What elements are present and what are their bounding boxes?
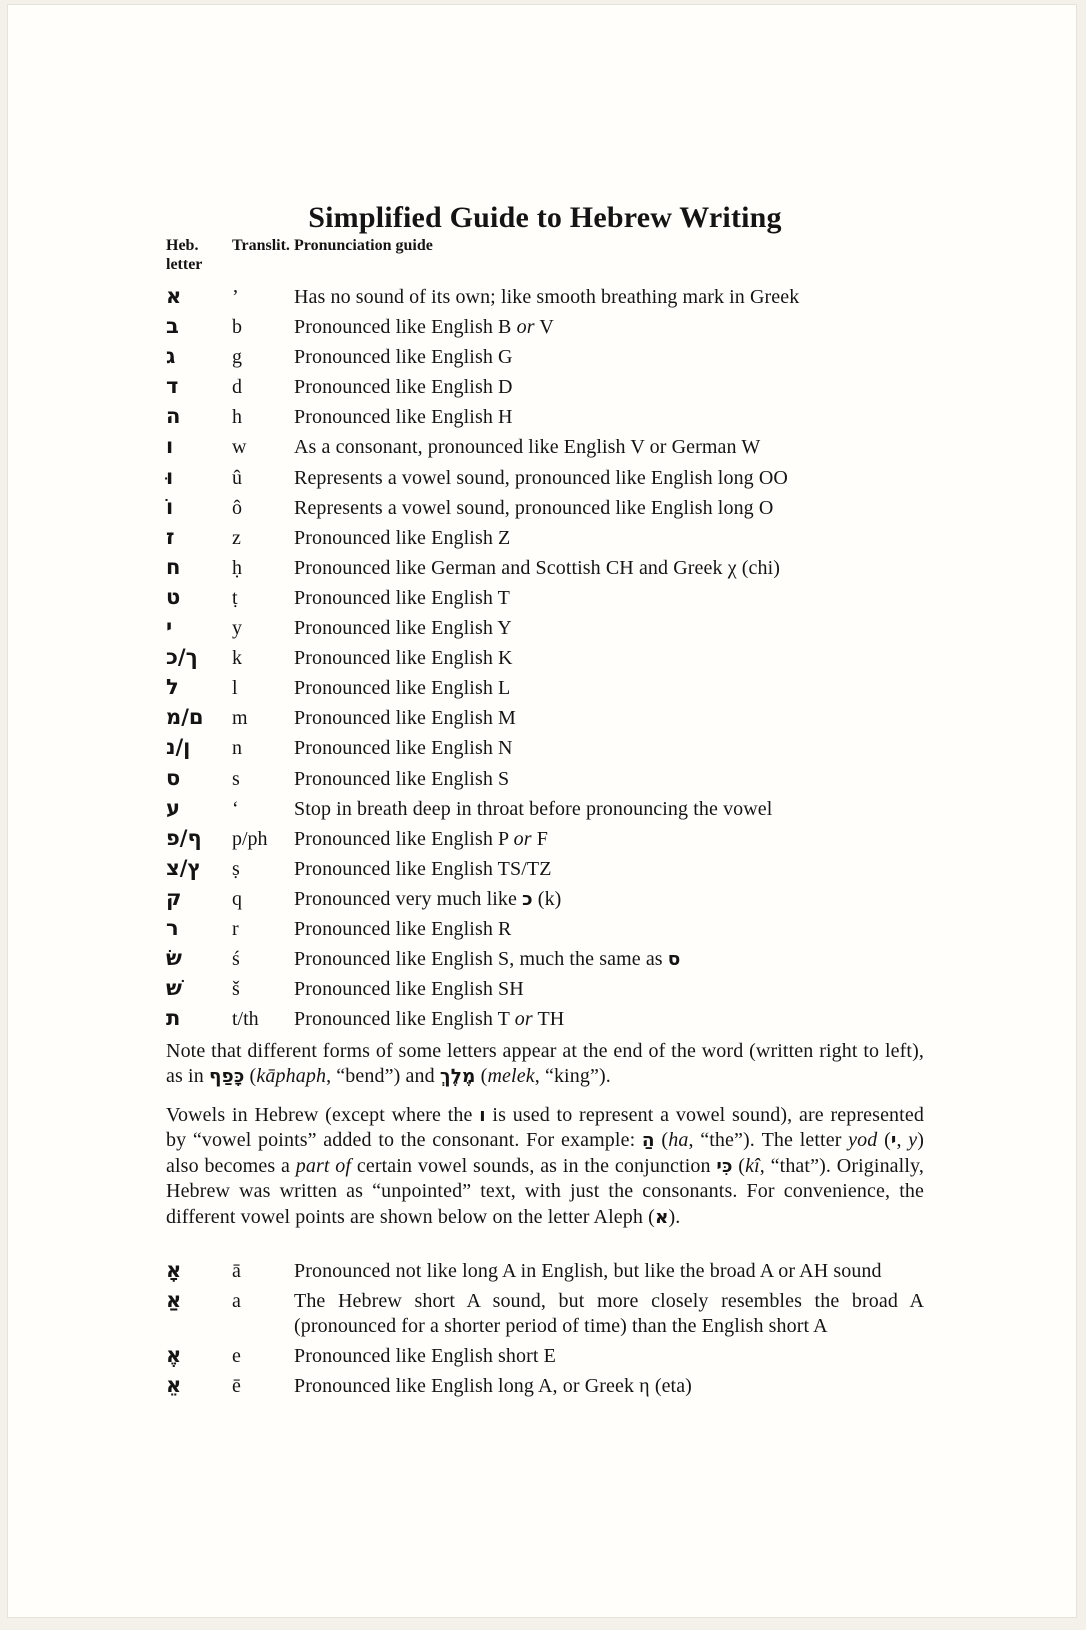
table-row [166, 642, 924, 672]
transliteration: a [232, 1289, 241, 1312]
transliteration: t/th [232, 1008, 259, 1031]
final-forms-note [166, 1039, 924, 1090]
text-segment: , “the”). The letter [688, 1129, 849, 1152]
text-segment: ). [668, 1205, 681, 1228]
transliteration: d [232, 376, 242, 399]
pronunciation-description [294, 1344, 924, 1369]
transliteration: l [232, 677, 238, 700]
table-row [166, 281, 924, 311]
text-segment: Pronounced like English T [294, 586, 510, 609]
column-header-pronunciation: Pronunciation guide [294, 237, 433, 254]
pronunciation-description [294, 583, 924, 613]
transliteration: ‘ [232, 797, 239, 820]
hebrew-letter: ח [166, 554, 181, 579]
table-header [166, 236, 433, 274]
pronunciation-description [294, 463, 924, 493]
pronunciation-description [294, 523, 924, 553]
inline-hebrew-text: כ [522, 888, 533, 910]
hebrew-letter: ג [166, 344, 176, 369]
text-segment: Pronounced like English long A, or Greek η (eta) [294, 1375, 692, 1398]
pronunciation-description [294, 854, 924, 884]
table-row [166, 612, 924, 642]
table-row [166, 492, 924, 522]
text-segment: Pronounced like English H [294, 406, 513, 429]
transliteration: ṣ [232, 857, 240, 880]
text-segment: Pronounced like German and Scottish CH and Greek χ (chi) [294, 556, 781, 579]
pronunciation-description [294, 432, 924, 462]
italic-text-segment: kî [745, 1154, 760, 1177]
text-segment: Pronounced like English B [294, 316, 517, 339]
text-segment: is used to represent a vowel sound), are represented by “vowel points” added to the consonant. For example: [166, 1104, 924, 1152]
italic-text-segment: y [908, 1129, 918, 1152]
transliteration: ṭ [232, 586, 238, 609]
text-segment: Note that different forms of some letters appear at the end of the word (written right to left), as in [166, 1040, 924, 1088]
pronunciation-description [294, 764, 924, 794]
text-segment: Has no sound of its own; like smooth breathing mark in Greek [294, 286, 800, 308]
text-segment: Pronounced like English D [294, 376, 513, 399]
vowel-points-intro [166, 1103, 924, 1230]
column-header-transliteration: Translit. [232, 237, 290, 254]
table-row [166, 371, 924, 401]
text-segment: (k) [532, 887, 562, 910]
inline-hebrew-text: כִּי [716, 1155, 733, 1177]
hebrew-letter: וֹ [166, 494, 174, 519]
table-row [166, 913, 924, 943]
text-segment: Pronounced like English R [294, 917, 512, 940]
text-segment: Pronounced like English P [294, 827, 514, 850]
text-segment: certain vowel sounds, as in the conjunction [351, 1154, 717, 1177]
table-row [166, 1258, 924, 1284]
hebrew-letter: נ/ן [166, 735, 191, 760]
pronunciation-description [294, 944, 924, 975]
hebrew-letter: מ/ם [166, 705, 204, 730]
inline-hebrew-text: ס [667, 949, 681, 971]
hebrew-letter: אָ [166, 1258, 182, 1282]
text-segment: F [531, 827, 548, 850]
table-row [166, 973, 924, 1003]
column-header-hebrew-letter-line1: Heb. [166, 237, 199, 254]
transliteration: q [232, 887, 242, 910]
document-page [7, 4, 1077, 1618]
table-row [166, 823, 924, 853]
text-segment: ( [732, 1154, 746, 1177]
hebrew-letter: י [166, 615, 173, 640]
text-segment: Pronounced like English S [294, 767, 510, 790]
column-header-hebrew-letter-line2: letter [166, 256, 203, 273]
table-row [166, 462, 924, 492]
pronunciation-description [294, 282, 924, 312]
italic-text-segment: ha [668, 1129, 689, 1152]
transliteration: r [232, 917, 239, 940]
transliteration: ’ [232, 286, 239, 308]
text-segment: Pronounced like English G [294, 346, 513, 369]
italic-text-segment: or [516, 316, 535, 339]
text-segment: Pronounced not like long A in English, but like the broad A or AH sound [294, 1260, 882, 1282]
text-segment: Pronounced like English K [294, 647, 513, 670]
text-segment: Pronounced very much like [294, 887, 523, 910]
hebrew-letter: צ/ץ [166, 855, 202, 880]
text-segment: Represents a vowel sound, pronounced like English long OO [294, 466, 788, 489]
text-segment: , “bend”) and [326, 1065, 440, 1088]
table-row [166, 1373, 924, 1399]
text-segment: ( [475, 1065, 488, 1088]
hebrew-letter: וּ [166, 464, 174, 489]
table-row [166, 401, 924, 431]
text-segment: As a consonant, pronounced like English V or German W [294, 436, 761, 459]
inline-hebrew-text: ו [479, 1105, 486, 1126]
text-segment: Pronounced like English TS/TZ [294, 857, 552, 880]
pronunciation-description [294, 1004, 924, 1034]
text-segment: Pronounced like English short E [294, 1345, 556, 1368]
text-segment: ( [654, 1129, 669, 1152]
text-segment: Pronounced like English M [294, 707, 516, 730]
text-segment: Pronounced like English L [294, 677, 511, 700]
transliteration: ô [232, 496, 242, 519]
hebrew-letter: שׁ [166, 976, 182, 1001]
transliteration: w [232, 436, 247, 459]
transliteration: m [232, 707, 248, 730]
pronunciation-description [294, 733, 924, 763]
transliteration: ś [232, 948, 240, 971]
text-segment: Pronounced like English T [294, 1008, 515, 1031]
table-row [166, 853, 924, 883]
text-segment: Vowels in Hebrew (except where the [166, 1104, 480, 1126]
hebrew-letter: ק [166, 885, 182, 910]
text-segment: Pronounced like English N [294, 737, 513, 760]
pronunciation-description [294, 643, 924, 673]
transliteration: ā [232, 1260, 241, 1282]
text-segment: Pronounced like English Y [294, 617, 512, 640]
hebrew-letter: אַ [166, 1287, 182, 1312]
table-row [166, 702, 924, 732]
pronunciation-description [294, 884, 924, 915]
pronunciation-description [294, 824, 924, 854]
table-row [166, 582, 924, 612]
inline-hebrew-text: כָּפַף [208, 1066, 245, 1088]
table-row [166, 943, 924, 973]
text-segment: Represents a vowel sound, pronounced like English long O [294, 496, 774, 519]
hebrew-letter: ס [166, 765, 181, 790]
transliteration: ḥ [232, 556, 242, 579]
pronunciation-description [294, 914, 924, 944]
transliteration: s [232, 767, 240, 790]
italic-text-segment: yod [848, 1129, 878, 1152]
text-segment: V [534, 316, 554, 339]
text-segment: ( [244, 1065, 257, 1088]
table-row [166, 1003, 924, 1033]
pronunciation-description [294, 673, 924, 703]
pronunciation-description [294, 1289, 924, 1340]
hebrew-letter: ת [166, 1006, 181, 1031]
table-row [166, 1343, 924, 1369]
transliteration: ē [232, 1375, 241, 1398]
consonant-table [166, 281, 924, 1033]
pronunciation-description [294, 553, 924, 583]
column-header-hebrew-letter [166, 236, 232, 274]
transliteration: z [232, 526, 241, 549]
inline-hebrew-text: א [654, 1206, 669, 1228]
hebrew-letter: כ/ך [166, 645, 198, 670]
hebrew-letter: שׂ [166, 946, 182, 971]
hebrew-letter: אֶ [166, 1343, 182, 1368]
page-content [166, 5, 924, 1617]
pronunciation-description [294, 794, 924, 824]
transliteration: û [232, 466, 242, 489]
text-segment: The Hebrew short A sound, but more closely resembles the broad A (pronounced for a shorter period of time) than the English short A [294, 1289, 924, 1338]
hebrew-letter: אֵ [166, 1373, 182, 1398]
pronunciation-description [294, 974, 924, 1004]
transliteration: k [232, 647, 242, 670]
pronunciation-description [294, 1374, 924, 1399]
hebrew-letter: פ/ף [166, 825, 202, 850]
inline-hebrew-text: מֶלֶךְ [439, 1066, 476, 1088]
pronunciation-description [294, 1259, 924, 1284]
page-title: Simplified Guide to Hebrew Writing [308, 201, 782, 234]
table-row [166, 341, 924, 371]
text-segment: Pronounced like English S, much the same as [294, 948, 668, 971]
table-row [166, 793, 924, 823]
transliteration: p/ph [232, 827, 268, 850]
pronunciation-description [294, 613, 924, 643]
italic-text-segment: or [514, 1008, 533, 1031]
transliteration: y [232, 617, 242, 640]
text-segment: ( [877, 1129, 891, 1152]
table-row [166, 522, 924, 552]
hebrew-letter: ע [166, 795, 180, 820]
text-segment: Stop in breath deep in throat before pronouncing the vowel [294, 797, 773, 820]
transliteration: n [232, 737, 242, 760]
text-segment: TH [532, 1008, 565, 1031]
transliteration: b [232, 316, 242, 339]
pronunciation-description [294, 402, 924, 432]
italic-text-segment: part of [295, 1154, 352, 1177]
table-row [166, 763, 924, 793]
table-row [166, 732, 924, 762]
italic-text-segment: kāphaph [256, 1065, 327, 1088]
hebrew-letter: ו [166, 434, 174, 459]
hebrew-letter: ט [166, 584, 181, 609]
pronunciation-description [294, 312, 924, 342]
pronunciation-description [294, 493, 924, 523]
table-row [166, 311, 924, 341]
hebrew-letter: א [166, 284, 182, 308]
italic-text-segment: melek [487, 1065, 535, 1088]
text-segment: , “king”). [534, 1065, 611, 1088]
text-segment: Pronounced like English SH [294, 978, 524, 1001]
table-row [166, 883, 924, 913]
transliteration: h [232, 406, 242, 429]
text-segment: ) also becomes a [166, 1129, 924, 1177]
table-row [166, 431, 924, 461]
table-row [166, 552, 924, 582]
text-segment: , [896, 1129, 909, 1152]
hebrew-letter: ר [166, 915, 179, 940]
hebrew-letter: ז [166, 524, 175, 549]
table-row [166, 1288, 924, 1340]
hebrew-letter: ב [166, 314, 179, 339]
inline-hebrew-text: הַ [641, 1130, 655, 1152]
transliteration: g [232, 346, 242, 369]
text-segment: Pronounced like English Z [294, 526, 511, 549]
text-segment: , “that”). Originally, Hebrew was written as “unpointed” text, with just the consonants. For convenience, the different vowel points are shown below on the letter Aleph ( [166, 1154, 924, 1228]
hebrew-letter: ל [166, 675, 179, 700]
transliteration: e [232, 1345, 241, 1368]
pronunciation-description [294, 342, 924, 372]
vowel-table [166, 1258, 924, 1403]
hebrew-letter: ה [166, 404, 181, 429]
pronunciation-description [294, 703, 924, 733]
italic-text-segment: or [513, 827, 532, 850]
transliteration: š [232, 978, 240, 1001]
hebrew-letter: ד [166, 374, 179, 399]
table-row [166, 672, 924, 702]
inline-hebrew-text: י [890, 1130, 897, 1152]
pronunciation-description [294, 372, 924, 402]
